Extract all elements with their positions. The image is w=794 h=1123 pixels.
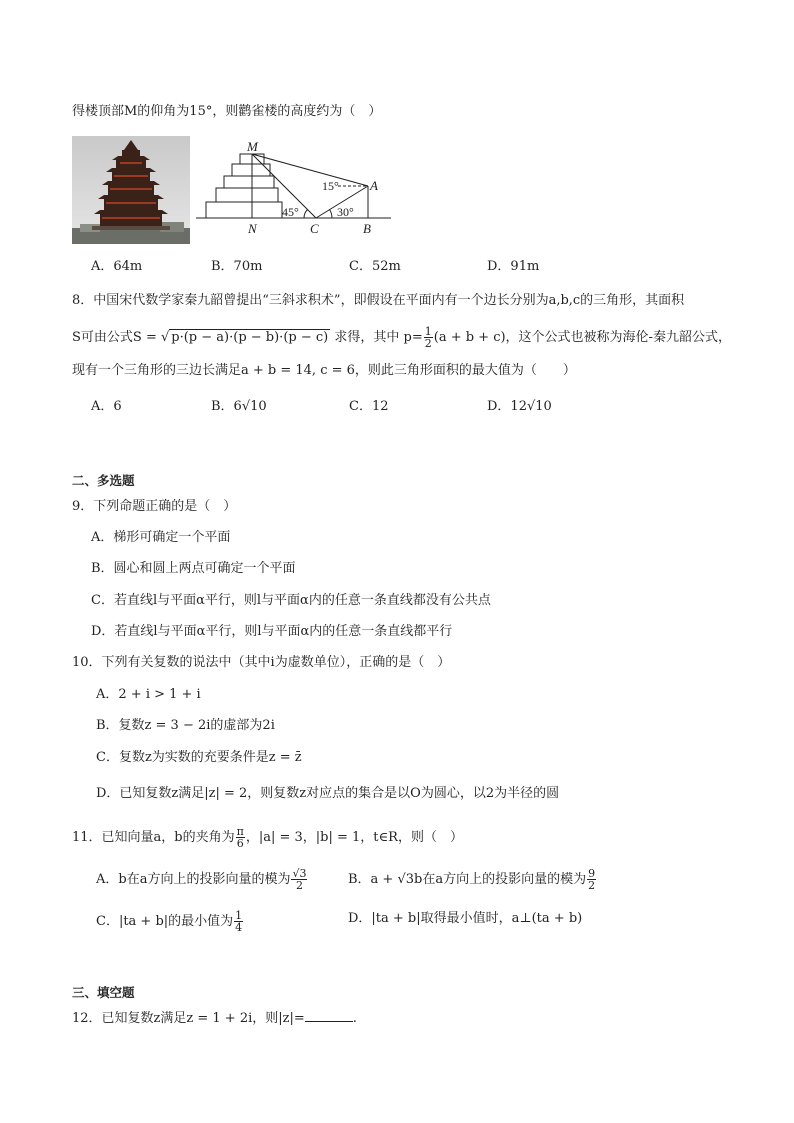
fraction-9-over-2	[587, 868, 596, 891]
q8-formula-tail: (a + b + c)，这个公式也被称为海伦-秦九韶公式，	[433, 330, 731, 345]
q8-line1: 8．中国宋代数学家秦九韶曾提出“三斜求积术”，即假设在平面内有一个边长分别为a,b,c的三角形，其面积	[72, 293, 685, 308]
fraction-sqrt3-over-2	[291, 868, 307, 891]
frac-den: 2	[588, 879, 596, 892]
q8-option-d: D．12√10	[487, 399, 552, 414]
q11-stem-start: 11．已知向量a，b的夹角为	[72, 830, 235, 845]
label-B: B	[363, 221, 371, 236]
q11-option-b-text: B．a + √3b在a方向上的投影向量的模为	[348, 872, 587, 887]
sqrt-sign: √	[160, 330, 170, 345]
q8-formula-intro: S可由公式S =	[72, 330, 157, 345]
fraction-1-over-4	[234, 910, 243, 933]
label-A: A	[370, 178, 378, 193]
q8-line3: 现有一个三角形的三边长满足a + b = 14, c = 6，则此三角形面积的最大值为（ ）	[72, 363, 576, 378]
q7-option-d: D．91m	[487, 259, 540, 274]
q11-option-b	[348, 868, 597, 891]
q7-stem: 得楼顶部M的仰角为15°，则鹳雀楼的高度约为（ ）	[72, 104, 382, 119]
fraction-one-half: $\frac{1}{2}$	[424, 325, 432, 350]
q10-option-c: C．复数z为实数的充要条件是z = z̄	[96, 750, 302, 765]
q10-option-b: B．复数z = 3 − 2i的虚部为2i	[96, 718, 275, 733]
q8-option-a: A．6	[91, 399, 122, 414]
q7-figure	[196, 138, 396, 238]
q9-option-b: B．圆心和圆上两点可确定一个平面	[91, 561, 296, 576]
q11-stem-end: ，|a| = 3，|b| = 1，t∈R，则（ ）	[245, 830, 463, 845]
label-N: N	[248, 221, 257, 236]
tower-photo	[72, 136, 190, 244]
answer-blank[interactable]	[305, 1009, 353, 1022]
q7-option-b: B．70m	[211, 259, 263, 274]
label-C: C	[310, 221, 319, 236]
q7-option-a: A．64m	[91, 259, 143, 274]
section-multiple-choice: 二、多选题	[72, 473, 135, 488]
q11-option-a	[96, 868, 308, 891]
angle-45-label: 45°	[282, 205, 299, 219]
label-M: M	[247, 139, 258, 154]
q8-formula-mid: 求得，其中	[334, 330, 400, 345]
q8-option-b: B．6√10	[211, 399, 267, 414]
q11-option-c	[96, 910, 244, 933]
section-fill-in: 三、填空题	[72, 985, 135, 1000]
q7-option-c: C．52m	[349, 259, 401, 274]
q9-option-a: A．梯形可确定一个平面	[91, 530, 231, 545]
q12-stem-text: 12．已知复数z满足z = 1 + 2i，则|z|=	[72, 1011, 305, 1026]
q8-line2	[72, 326, 731, 349]
q10-stem: 10．下列有关复数的说法中（其中i为虚数单位），正确的是（ ）	[72, 655, 451, 670]
q8-p-label: p=	[403, 330, 423, 345]
q11-option-a-text: A．b在a方向上的投影向量的模为	[96, 872, 291, 887]
q11-option-c-text: C．|ta + b|的最小值为	[96, 914, 234, 929]
q12-period: .	[352, 1011, 357, 1026]
q9-option-c: C．若直线l与平面α平行，则l与平面α内的任意一条直线都没有公共点	[91, 593, 491, 608]
frac-num: 9	[588, 867, 596, 880]
q8-option-c: C．12	[349, 399, 389, 414]
q11-option-d: D．|ta + b|取得最小值时，a⊥(ta + b)	[348, 911, 583, 926]
q10-option-a: A．2 + i > 1 + i	[96, 687, 201, 702]
frac-den: 4	[235, 921, 243, 934]
frac-den: 6	[236, 837, 244, 850]
angle-15-label: 15°	[322, 179, 339, 193]
q10-option-d: D．已知复数z满足|z| = 2，则复数z对应点的集合是以O为圆心，以2为半径的圆	[96, 786, 560, 801]
q9-stem: 9．下列命题正确的是（ ）	[72, 499, 237, 514]
fraction-pi-over-6	[236, 826, 245, 849]
frac-den: 2	[295, 879, 303, 892]
frac-num: √3	[292, 867, 307, 880]
q9-option-d: D．若直线l与平面α平行，则l与平面α内的任意一条直线都平行	[91, 624, 453, 639]
angle-30-label: 30°	[337, 205, 354, 219]
frac-num: π	[236, 825, 244, 838]
q11-stem	[72, 826, 463, 849]
q8-formula-radicand: p·(p − a)·(p − b)·(p − c)	[171, 330, 329, 345]
frac-num: 1	[235, 909, 243, 922]
q12-stem	[72, 1009, 357, 1028]
